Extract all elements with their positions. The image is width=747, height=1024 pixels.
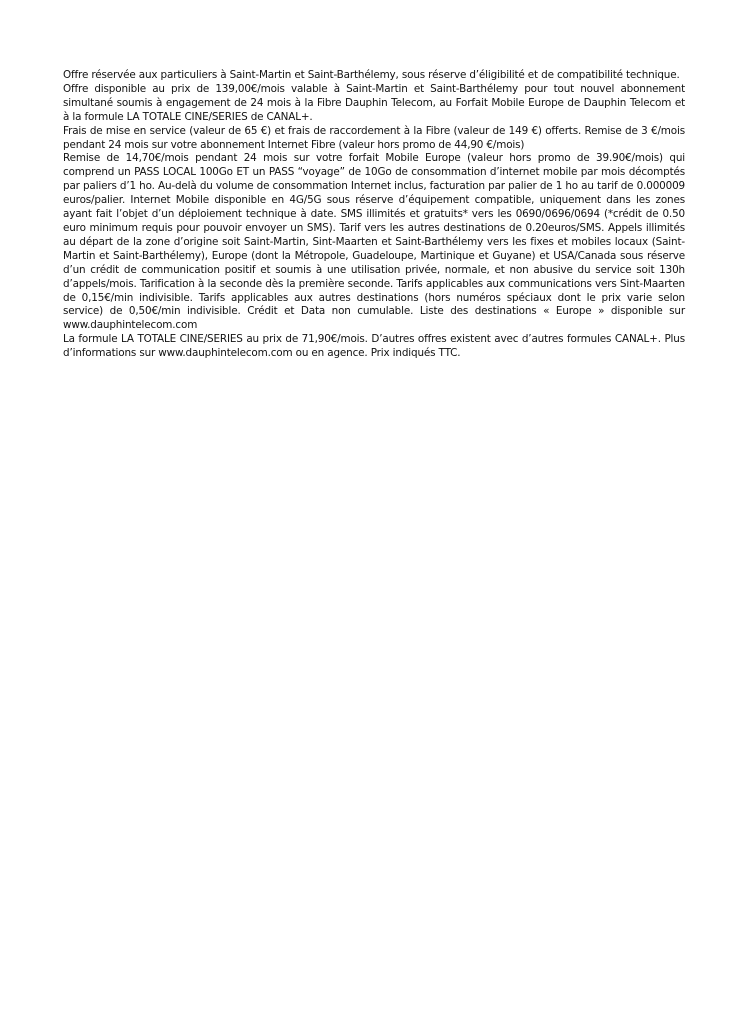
paragraph-canal-formula: La formule LA TOTALE CINE/SERIES au prix de 71,90€/mois. D’autres offres existent avec d’autres formules CANAL+. Plus d’informations sur www.dauphintelecom.com ou en agence. Prix indiqués TTC. [63, 333, 685, 360]
legal-notice [63, 69, 685, 361]
paragraph-offer-price: Offre disponible au prix de 139,00€/mois valable à Saint-Martin et Saint-Barthélemy pour tout nouvel abonnement simultané soumis à engagement de 24 mois à la Fibre Dauphin Telecom, au Forfait Mobile Europe de Dauphin Telecom et à la formule LA TOTALE CINE/SERIES de CANAL+. [63, 82, 685, 123]
paragraph-mobile-discount: Remise de 14,70€/mois pendant 24 mois sur votre forfait Mobile Europe (valeur hors promo de 39.90€/mois) qui comprend un PASS LOCAL 100Go ET un PASS “voyage” de 10Go de consommation d’internet mobile par mois décomptés par paliers d’1 ho. Au-delà du volume de consommation Internet inclus, facturation par palier de 1 ho au tarif de 0.000009 euros/palier. Internet Mobile disponible en 4G/5G sous réserve d’équipement compatible, uniquement dans les zones ayant fait l’objet d’un déploiement technique à date. SMS illimités et gratuits* vers les 0690/0696/0694 (*crédit de 0.50 euro minimum requis pour pouvoir envoyer un SMS). Tarif vers les autres destinations de 0.20euros/SMS. Appels illimités au départ de la zone d’origine soit Saint-Martin, Sint-Maarten et Saint-Barthélemy vers les fixes et mobiles locaux (Saint-Martin et Saint-Barthélemy), Europe (dont la Métropole, Guadeloupe, Martinique et Guyane) et USA/Canada sous réserve d’un crédit de communication positif et soumis à une utilisation privée, normale, et non abusive du service soit 130h d’appels/mois. Tarification à la seconde dès la première seconde. Tarifs applicables aux communications vers Sint-Maarten de 0,15€/min indivisible. Tarifs applicables aux autres destinations (hors numéros spéciaux dont le prix varie selon service) de 0,50€/min indivisible. Crédit et Data non cumulable. Liste des destinations « Europe » disponible sur www.dauphintelecom.com [63, 152, 685, 332]
paragraph-setup-fees: Frais de mise en service (valeur de 65 €) et frais de raccordement à la Fibre (valeur de 149 €) offerts. Remise de 3 €/mois pendant 24 mois sur votre abonnement Internet Fibre (valeur hors promo de 44,90 €/mois) [63, 124, 685, 151]
paragraph-eligibility: Offre réservée aux particuliers à Saint-Martin et Saint-Barthélemy, sous réserve d’éligibilité et de compatibilité technique. [63, 69, 680, 81]
